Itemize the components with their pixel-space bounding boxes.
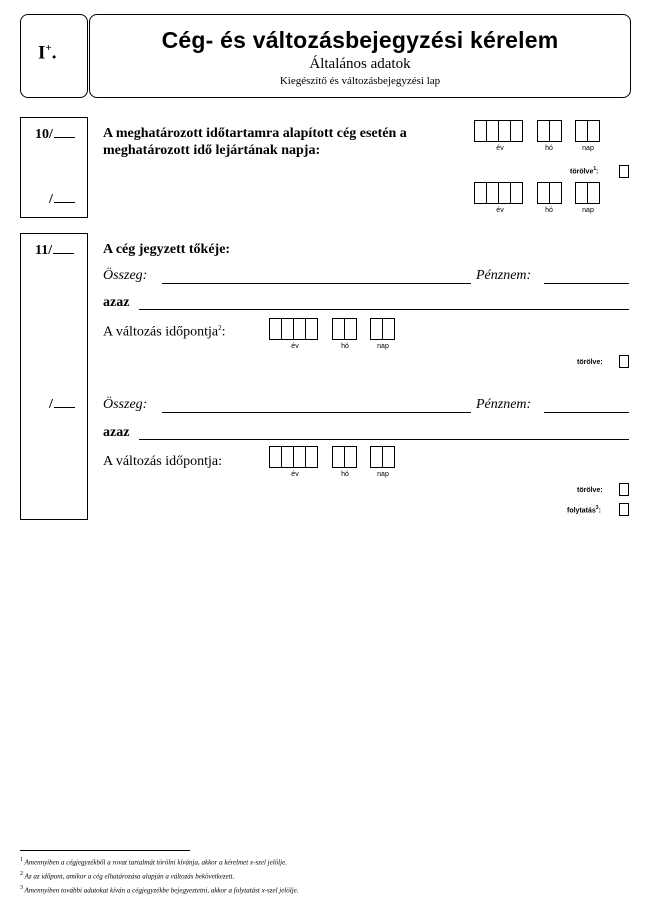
folytatas-checkbox[interactable] <box>619 503 629 516</box>
torolve-checkbox[interactable] <box>619 165 629 178</box>
penznem-label: Pénznem: <box>476 268 532 283</box>
caption-ev: év <box>496 145 504 152</box>
azaz-label: azaz <box>103 425 130 440</box>
page-subtitle: Általános adatok <box>309 56 411 72</box>
footnote-3: $^3$ Amennyiben további adatokat kíván a cégjegyzékbe bejegyeztetni, akkor a folytatást x-szel jelölje. <box>20 885 299 895</box>
date-year-field[interactable] <box>269 446 318 468</box>
page-subsubtitle: Kiegészítő és változásbejegyzési lap <box>279 75 441 87</box>
azaz-field[interactable] <box>139 309 629 310</box>
folytatas-label: folytatás$^3$: <box>567 505 601 515</box>
section-11-number-column <box>20 233 88 520</box>
section-11-heading: A cég jegyzett tőkéje: <box>103 242 231 257</box>
date-month-field[interactable] <box>332 446 357 468</box>
sheet-id: I+. <box>38 42 57 64</box>
date-year-field[interactable] <box>474 120 523 142</box>
page-title: Cég- és változásbejegyzési kérelem <box>161 27 559 53</box>
torolve-checkbox[interactable] <box>619 355 629 368</box>
azaz-label: azaz <box>103 295 130 310</box>
caption-ho: hó <box>545 145 553 152</box>
osszeg-field[interactable] <box>162 412 471 413</box>
date-day-field[interactable] <box>575 120 600 142</box>
date-month-field[interactable] <box>332 318 357 340</box>
footnote-separator <box>20 850 190 851</box>
caption-ho: hó <box>341 343 349 350</box>
caption-ev: év <box>291 343 299 350</box>
osszeg-label: Összeg: <box>103 268 148 283</box>
footnote-1: $^1$ Amennyiben a cégjegyzékből a rovat tartalmát törölni kívánja, akkor a kérelmet x-szel jelölje. <box>20 857 287 867</box>
penznem-label: Pénznem: <box>476 397 532 412</box>
torolve-label: törölve: <box>577 487 603 494</box>
torolve-checkbox[interactable] <box>619 483 629 496</box>
date-day-field[interactable] <box>370 446 395 468</box>
caption-nap: nap <box>377 343 389 350</box>
section-11-sub-number: / <box>49 395 75 413</box>
caption-ev: év <box>291 471 299 478</box>
date-month-field[interactable] <box>537 182 562 204</box>
date-day-field[interactable] <box>575 182 600 204</box>
caption-nap: nap <box>582 145 594 152</box>
caption-nap: nap <box>582 207 594 214</box>
caption-ev: év <box>496 207 504 214</box>
valtozas-idopontja-label: A változás időpontja$^2$: <box>103 324 226 340</box>
section-10-label: A meghatározott időtartamra alapított cég esetén a meghatározott idő lejártának napja: <box>103 126 407 158</box>
azaz-field[interactable] <box>139 439 629 440</box>
caption-ho: hó <box>341 471 349 478</box>
torolve-label: törölve$^1$: <box>570 166 599 176</box>
section-11-number: 11/ <box>35 241 74 259</box>
section-10-number: 10/ <box>35 125 75 143</box>
section-10-sub-number: / <box>49 190 75 208</box>
penznem-field[interactable] <box>544 412 629 413</box>
osszeg-label: Összeg: <box>103 397 148 412</box>
caption-nap: nap <box>377 471 389 478</box>
date-year-field[interactable] <box>474 182 523 204</box>
osszeg-field[interactable] <box>162 283 471 284</box>
date-year-field[interactable] <box>269 318 318 340</box>
footnote-2: $^2$ Az az időpont, amikor a cég elhatározása alapján a változás bekövetkezett. <box>20 871 235 881</box>
torolve-label: törölve: <box>577 359 603 366</box>
valtozas-idopontja-label: A változás időpontja: <box>103 454 222 469</box>
date-day-field[interactable] <box>370 318 395 340</box>
date-month-field[interactable] <box>537 120 562 142</box>
penznem-field[interactable] <box>544 283 629 284</box>
caption-ho: hó <box>545 207 553 214</box>
